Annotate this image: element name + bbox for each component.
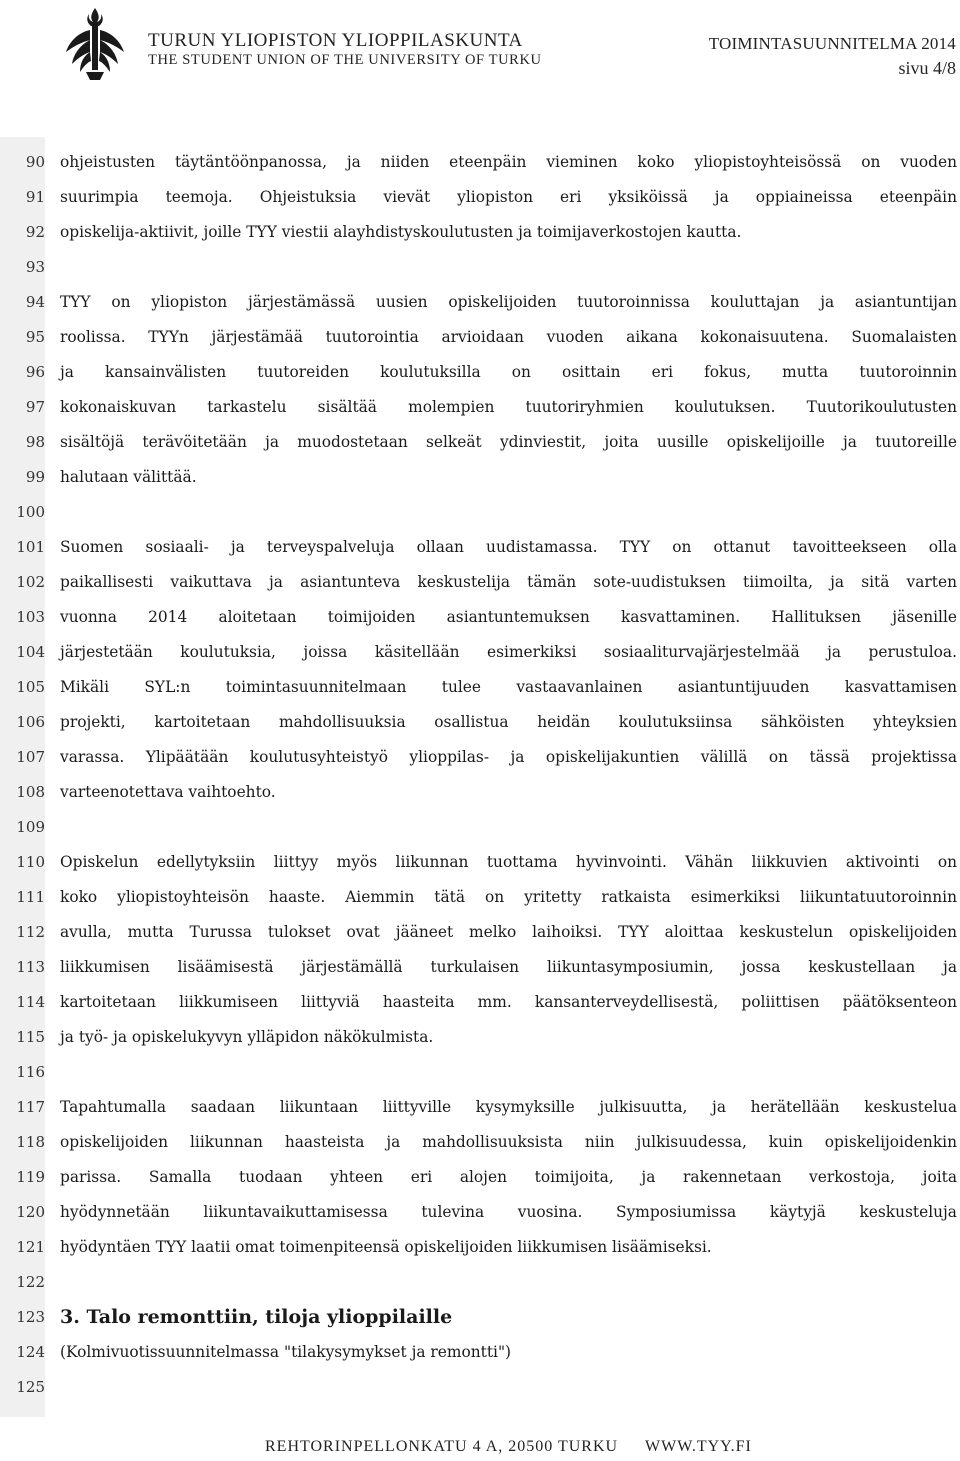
line-number: 120 [16,1203,45,1221]
text-line: kartoitetaan liikkumiseen liittyviä haasteita mm. kansanterveydellisestä, poliittisen päätöksenteon [60,993,957,1011]
text-line: TYY on yliopiston järjestämässä uusien opiskelijoiden tuutoroinnissa kouluttajan ja asiantuntijan [60,293,957,311]
line-number: 93 [25,258,45,276]
text-line: ja kansainvälisten tuutoreiden koulutuksilla on osittain eri fokus, mutta tuutoroinnin [60,363,957,381]
line-number: 91 [25,188,45,206]
document-title: TOIMINTASUUNNITELMA 2014 [708,34,956,53]
section-heading: 3. Talo remonttiin, tiloja ylioppilaille [60,1306,453,1328]
line-number: 104 [16,643,45,661]
text-line: parissa. Samalla tuodaan yhteen eri alojen toimijoita, ja rakennetaan verkostoja, joita [60,1168,957,1186]
footer-address: REHTORINPELLONKATU 4 A, 20500 TURKU [265,1438,619,1455]
line-number: 100 [16,503,45,521]
org-name: TURUN YLIOPISTON YLIOPPILASKUNTA [148,30,523,51]
line-number: 106 [16,713,45,731]
line-number: 117 [16,1098,45,1116]
page-footer [0,1434,960,1461]
line-number: 102 [16,573,45,591]
text-line: varteenotettava vaihtoehto. [60,783,276,801]
line-number: 107 [16,748,45,766]
line-number: 123 [16,1308,45,1326]
line-number: 113 [16,958,45,976]
line-number: 118 [16,1133,45,1151]
line-number: 125 [16,1378,45,1396]
line-number: 124 [16,1343,45,1361]
footer-website: WWW.TYY.FI [645,1438,752,1455]
text-line: ja työ- ja opiskelukyvyn ylläpidon näkökulmista. [60,1028,434,1046]
line-number: 108 [16,783,45,801]
line-number: 105 [16,678,45,696]
page-number: sivu 4/8 [898,58,956,78]
line-number: 92 [25,223,45,241]
text-line: avulla, mutta Turussa tulokset ovat jääneet melko laihoiksi. TYY aloittaa keskustelun opiskelijoiden [60,923,957,941]
text-line: Suomen sosiaali- ja terveyspalveluja ollaan uudistamassa. TYY on ottanut tavoitteekseen olla [60,538,957,556]
text-line: vuonna 2014 aloitetaan toimijoiden asiantuntemuksen kasvattaminen. Hallituksen jäsenille [60,608,957,626]
line-number: 95 [25,328,45,346]
line-number: 99 [25,468,45,486]
line-number: 97 [25,398,45,416]
text-line: varassa. Ylipäätään koulutusyhteistyö ylioppilas- ja opiskelijakuntien välillä on tässä projektissa [60,748,957,766]
line-number: 111 [16,888,45,906]
text-line: hyödyntäen TYY laatii omat toimenpiteensä opiskelijoiden liikkumisen lisäämiseksi. [60,1238,712,1256]
text-line: koko yliopistoyhteisön haaste. Aiemmin tätä on yritetty ratkaista esimerkiksi liikuntatuutoroinnin [60,888,957,906]
page-header [0,0,960,110]
line-number: 119 [16,1168,45,1186]
org-name-english: THE STUDENT UNION OF THE UNIVERSITY OF TURKU [148,52,542,68]
line-number: 110 [16,853,45,871]
text-line: kokonaiskuvan tarkastelu sisältää molempien tuutoriryhmien koulutuksen. Tuutorikoulutusten [60,398,957,416]
line-number: 121 [16,1238,45,1256]
text-line: halutaan välittää. [60,468,197,486]
text-line: (Kolmivuotissuunnitelmassa "tilakysymykset ja remontti") [60,1343,512,1361]
text-line: roolissa. TYYn järjestämää tuutorointia arvioidaan vuoden aikana kokonaisuutena. Suomalaisten [60,328,957,346]
text-line: sisältöjä terävöitetään ja muodostetaan selkeät ydinviestit, joita uusille opiskelijoille ja tuutoreille [60,433,957,451]
text-line: suurimpia teemoja. Ohjeistuksia vievät yliopiston eri yksiköissä ja oppiaineissa eteenpäin [60,188,957,206]
line-number: 103 [16,608,45,626]
text-line: ohjeistusten täytäntöönpanossa, ja niiden eteenpäin vieminen koko yliopistoyhteisössä on vuoden [60,153,957,171]
text-line: Opiskelun edellytyksiin liittyy myös liikunnan tuottama hyvinvointi. Vähän liikkuvien aktivointi on [60,853,957,871]
line-number-gutter [0,137,45,1417]
line-number: 112 [16,923,45,941]
line-number: 90 [25,153,45,171]
line-number: 109 [16,818,45,836]
torch-laurel-emblem-icon [60,4,130,84]
text-line: opiskelijoiden liikunnan haasteista ja mahdollisuuksista niin julkisuudessa, kuin opiskelijoidenkin [60,1133,957,1151]
line-number: 101 [16,538,45,556]
line-number: 115 [16,1028,45,1046]
line-number: 116 [16,1063,45,1081]
line-number: 96 [25,363,45,381]
text-line: paikallisesti vaikuttava ja asiantunteva keskustelija tämän sote-uudistuksen tiimoilta, ja sitä varten [60,573,957,591]
line-number: 94 [25,293,45,311]
text-line: Tapahtumalla saadaan liikuntaan liittyville kysymyksille julkisuutta, ja herätellään keskustelua [60,1098,957,1116]
text-line: liikkumisen lisäämisestä järjestämällä turkulaisen liikuntasymposiumin, jossa keskustellaan ja [60,958,957,976]
text-line: hyödynnetään liikuntavaikuttamisessa tulevina vuosina. Symposiumissa käytyjä keskusteluja [60,1203,957,1221]
text-line: Mikäli SYL:n toimintasuunnitelmaan tulee vastaavanlainen asiantuntijuuden kasvattamisen [60,678,957,696]
line-number: 122 [16,1273,45,1291]
text-line: projekti, kartoitetaan mahdollisuuksia osallistua heidän koulutuksiinsa sähköisten yhteyksien [60,713,957,731]
text-line: järjestetään koulutuksia, joissa käsitellään esimerkiksi sosiaaliturvajärjestelmää ja perustuloa. [60,643,957,661]
text-line: opiskelija-aktiivit, joille TYY viestii alayhdistyskoulutusten ja toimijaverkostojen kautta. [60,223,742,241]
line-number: 98 [25,433,45,451]
line-number: 114 [16,993,45,1011]
